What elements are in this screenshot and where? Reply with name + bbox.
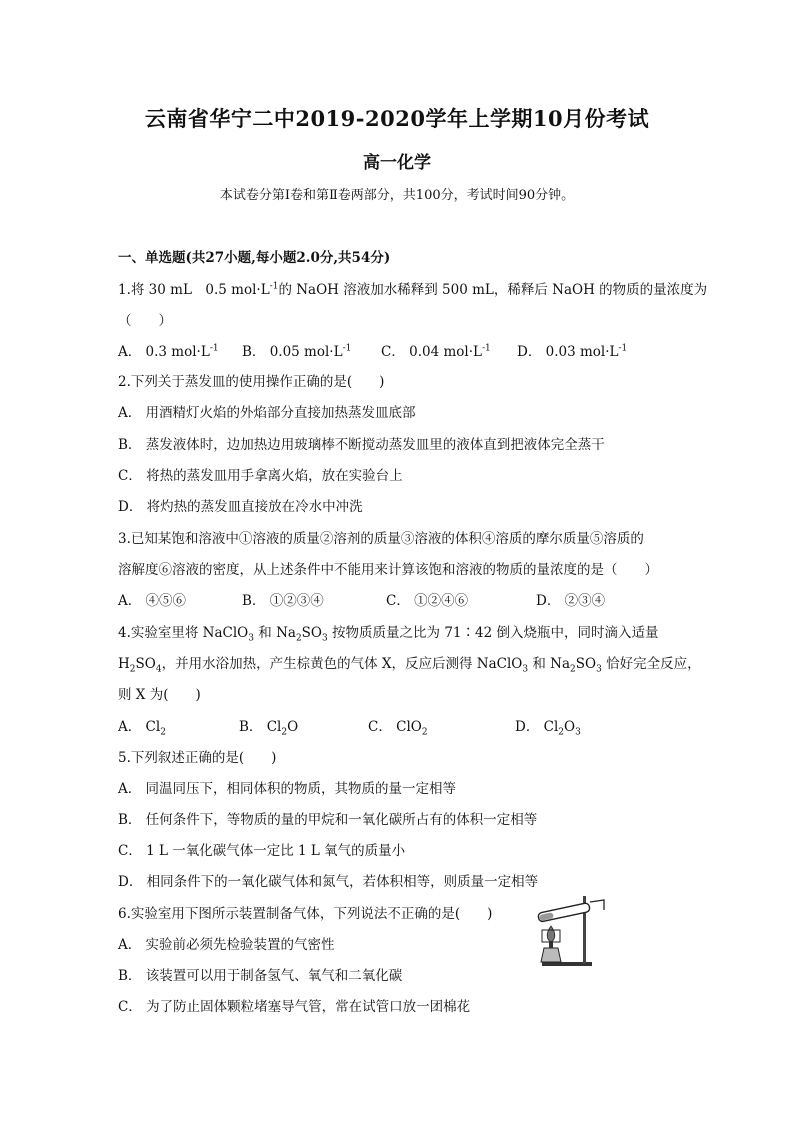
q1-option-b: B． 0.05 $mol\cdot L^{-1}$ — [242, 343, 352, 360]
q5-option-d: D． 相同条件下的一氧化碳气体和氮气，若体积相等，则质量一定相等 — [118, 874, 539, 890]
q1-text-a: 1.将 30 mL 0.5 mol·L — [118, 282, 270, 298]
question-6-stem: 6.实验室用下图所示装置制备气体，下列说法不正确的是( ) — [118, 906, 493, 922]
q5-option-c: C． 1 L 一氧化碳气体一定比 1 L 氧气的质量小 — [118, 843, 406, 859]
q1-option-a: A． 0.3 $mol\cdot L^{-1}$ — [118, 343, 219, 360]
q3-option-a: A． ④⑤⑥ — [118, 593, 187, 609]
lamp-flame — [547, 926, 555, 942]
question-3-stem-line2: 溶解度⑥溶液的密度，从上述条件中不能用来计算该饱和溶液的物质的量浓度的是（ ） — [118, 562, 658, 578]
q6-option-b: B． 该装置可以用于制备氢气、氧气和二氧化碳 — [118, 968, 403, 984]
question-1-options — [118, 343, 698, 361]
q4-option-d: D． $Cl_2O_3$ — [515, 719, 581, 738]
q4-option-a: A． $Cl_2$ — [118, 719, 166, 738]
q3-option-b: B． ①②③④ — [242, 593, 324, 609]
q5-option-a: A． 同温同压下，相同体积的物质，其物质的量一定相等 — [118, 781, 457, 797]
question-4-options — [118, 718, 698, 736]
section-heading: 一、单选题(共27小题,每小题2.0分,共54分) — [118, 250, 391, 266]
test-tube — [538, 903, 591, 923]
q3-option-c: C． ①②④⑥ — [386, 593, 469, 609]
alcohol-lamp — [541, 948, 561, 962]
q6-option-a: A． 实验前必须先检验装置的气密性 — [118, 937, 335, 953]
q6-option-c: C． 为了防止固体颗粒堵塞导气管，常在试管口放一团棉花 — [118, 999, 471, 1015]
question-4-stem-line3: 则 X 为( ) — [118, 687, 201, 703]
q2-option-d: D． 将灼热的蒸发皿直接放在冷水中冲洗 — [118, 499, 363, 515]
question-1-paren: （ ） — [118, 313, 172, 329]
question-3-stem-line1: 3.已知某饱和溶液中①溶液的质量②溶剂的质量③溶液的体积④溶质的摩尔质量⑤溶质的 — [118, 531, 644, 547]
q1-text-b: 的 NaOH 溶液加水稀释到 500 mL，稀释后 NaOH 的物质的量浓度为 — [278, 282, 708, 298]
question-4-stem-line1: 4.实验室里将 NaClO$_3$ 和 $Na_2SO_3$ 按物质质量之比为 71∶42 倒入烧瓶中，同时滴入适量 — [118, 625, 659, 644]
q1-option-c: C． 0.04 $mol\cdot L^{-1}$ — [381, 343, 491, 360]
q4-option-b: B． $Cl_2O$ — [239, 719, 299, 738]
q2-option-c: C． 将热的蒸发皿用手拿离火焰，放在实验台上 — [118, 468, 403, 484]
q5-option-b: B． 任何条件下，等物质的量的甲烷和一氧化碳所占有的体积一定相等 — [118, 812, 538, 828]
delivery-tube — [590, 900, 604, 910]
q2-option-a: A． 用酒精灯火焰的外焰部分直接加热蒸发皿底部 — [118, 405, 416, 421]
exam-instructions: 本试卷分第Ⅰ卷和第Ⅱ卷两部分，共100分，考试时间90分钟。 — [219, 188, 575, 203]
q4-option-c: C． ClO$_2$ — [368, 719, 428, 738]
question-4-stem-line2: $H_2SO_4$，并用水浴加热，产生棕黄色的气体 X，反应后测得 NaClO$_3$ 和 $Na_2SO_3$ 恰好完全反应， — [118, 656, 701, 675]
q1-option-d: D． 0.03 $mol\cdot L^{-1}$ — [517, 343, 628, 360]
exam-subject: 高一化学 — [363, 153, 431, 173]
lamp-wick — [549, 942, 553, 948]
question-1-stem — [118, 281, 707, 299]
question-3-options — [118, 592, 698, 610]
q1-sup: -1 — [269, 281, 279, 292]
question-5-stem: 5.下列叙述正确的是( ) — [118, 750, 277, 766]
q2-option-b: B． 蒸发液体时，边加热边用玻璃棒不断搅动蒸发皿里的液体直到把液体完全蒸干 — [118, 437, 605, 453]
q3-option-d: D． ②③④ — [536, 593, 606, 609]
question-2-stem: 2.下列关于蒸发皿的使用操作正确的是( ) — [118, 374, 385, 390]
gas-apparatus-figure — [528, 890, 608, 970]
exam-title: 云南省华宁二中2019-2020学年上学期10月份考试 — [144, 106, 650, 131]
